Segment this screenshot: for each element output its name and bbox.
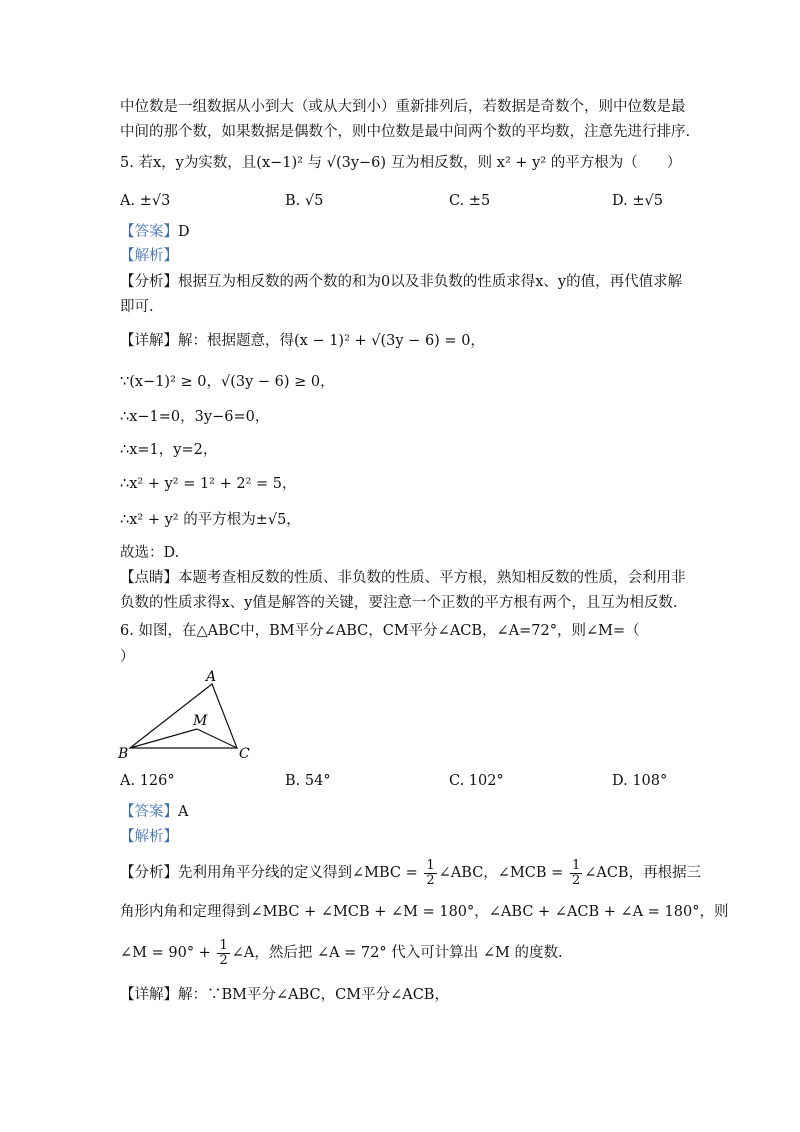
detail-tag: 【详解】	[120, 987, 178, 1003]
fenxi-tag: 【分析】	[120, 865, 178, 881]
q5-stem: 5. 若x，y为实数，且(x−1)² 与 √(3y−6) 互为相反数，则 x² + y² 的平方根为（ ）	[120, 155, 682, 171]
intro-line-1: 中位数是一组数据从小到大（或从大到小）重新排列后，若数据是奇数个，则中位数是最	[120, 99, 686, 115]
triangle-figure	[112, 668, 272, 764]
q5-option-c: C. ±5	[449, 193, 491, 209]
segment-bm	[130, 729, 197, 748]
analysis-tag: 【解析】	[120, 248, 178, 264]
fraction-one-half	[424, 859, 436, 888]
q6-fenxi-line-3	[120, 938, 563, 968]
answer-value: D	[178, 224, 190, 240]
q5-fenxi-line-2: 即可.	[120, 299, 154, 315]
dianjing-tag: 【点睛】	[120, 570, 178, 586]
label-c: C	[239, 746, 250, 762]
q5-analysis-tag	[120, 246, 178, 266]
q6-fenxi-line-1	[120, 858, 701, 888]
fraction-numerator: 1	[426, 857, 435, 873]
q5-step-5: ∴x² + y² 的平方根为±√5，	[120, 512, 301, 528]
q5-answer	[120, 222, 190, 242]
label-a: A	[206, 669, 217, 685]
q6-stem-line-2: ）	[120, 649, 135, 665]
q6-detail-line-1	[120, 985, 449, 1005]
triangle-abc	[130, 684, 237, 748]
fraction-denominator: 2	[571, 872, 581, 888]
label-b: B	[118, 746, 129, 762]
fenxi-tag: 【分析】	[120, 274, 178, 290]
q6-stem-line-1: 6. 如图，在△ABC中，BM平分∠ABC，CM平分∠ACB，∠A=72°，则∠M=（	[120, 623, 640, 639]
q5-conclusion: 故选：D.	[120, 545, 180, 561]
answer-value: A	[178, 804, 189, 820]
q6-option-a: A. 126°	[120, 773, 175, 789]
q5-step-2: ∴x−1=0，3y−6=0，	[120, 409, 270, 425]
q5-dianjing-line-1	[120, 568, 686, 588]
q5-step-1: ∵(x−1)² ≥ 0，√(3y − 6) ≥ 0，	[120, 374, 335, 390]
q5-dianjing-line-2: 负数的性质求得x、y值是解答的关键，要注意一个正数的平方根有两个，且互为相反数.	[120, 595, 678, 611]
q5-option-b: B. √5	[285, 193, 324, 209]
answer-tag: 【答案】	[120, 804, 178, 820]
q5-step-4: ∴x² + y² = 1² + 2² = 5，	[120, 476, 297, 492]
fraction-denominator: 2	[219, 952, 228, 968]
answer-tag: 【答案】	[120, 224, 178, 240]
detail-text: 解：根据题意，得(x − 1)² + √(3y − 6) = 0，	[178, 333, 485, 349]
q6-fenxi-line-2: 角形内角和定理得到∠MBC + ∠MCB + ∠M = 180°，∠ABC + ∠ACB + ∠A = 180°，则	[120, 904, 729, 920]
fenxi-text: 根据互为相反数的两个数的和为0以及非负数的性质求得x、y的值，再代值求解	[178, 274, 683, 290]
q6-option-b: B. 54°	[285, 773, 331, 789]
q5-fenxi-line-1	[120, 272, 682, 292]
q5-step-3: ∴x=1，y=2，	[120, 442, 218, 458]
q6-option-d: D. 108°	[612, 773, 668, 789]
q6-option-c: C. 102°	[449, 773, 504, 789]
fraction-numerator: 1	[219, 937, 228, 953]
fraction-one-half	[217, 939, 229, 968]
fraction-numerator: 1	[571, 857, 581, 873]
fenxi-text-d: ∠M = 90° +	[120, 945, 211, 961]
detail-text: 解：∵BM平分∠ABC，CM平分∠ACB，	[178, 987, 449, 1003]
fraction-one-half	[570, 859, 582, 888]
fenxi-text-c: ∠ACB，再根据三	[584, 865, 702, 881]
fenxi-text-b: ∠ABC，∠MCB =	[438, 865, 564, 881]
q5-option-d: D. ±√5	[612, 193, 663, 209]
fenxi-text-a: 先利用角平分线的定义得到∠MBC =	[178, 865, 418, 881]
fraction-denominator: 2	[426, 872, 435, 888]
analysis-tag: 【解析】	[120, 829, 178, 845]
q5-option-a: A. ±√3	[120, 193, 171, 209]
q6-analysis-tag	[120, 827, 178, 847]
q6-answer	[120, 802, 188, 822]
detail-tag: 【详解】	[120, 333, 178, 349]
label-m: M	[193, 713, 208, 729]
fenxi-text-e: ∠A，然后把 ∠A = 72° 代入可计算出 ∠M 的度数.	[231, 945, 563, 961]
q5-detail-line-1	[120, 331, 485, 351]
intro-line-2: 中间的那个数，如果数据是偶数个，则中位数是最中间两个数的平均数，注意先进行排序.	[120, 124, 691, 140]
dianjing-text: 本题考查相反数的性质、非负数的性质、平方根，熟知相反数的性质，会利用非	[178, 570, 686, 586]
